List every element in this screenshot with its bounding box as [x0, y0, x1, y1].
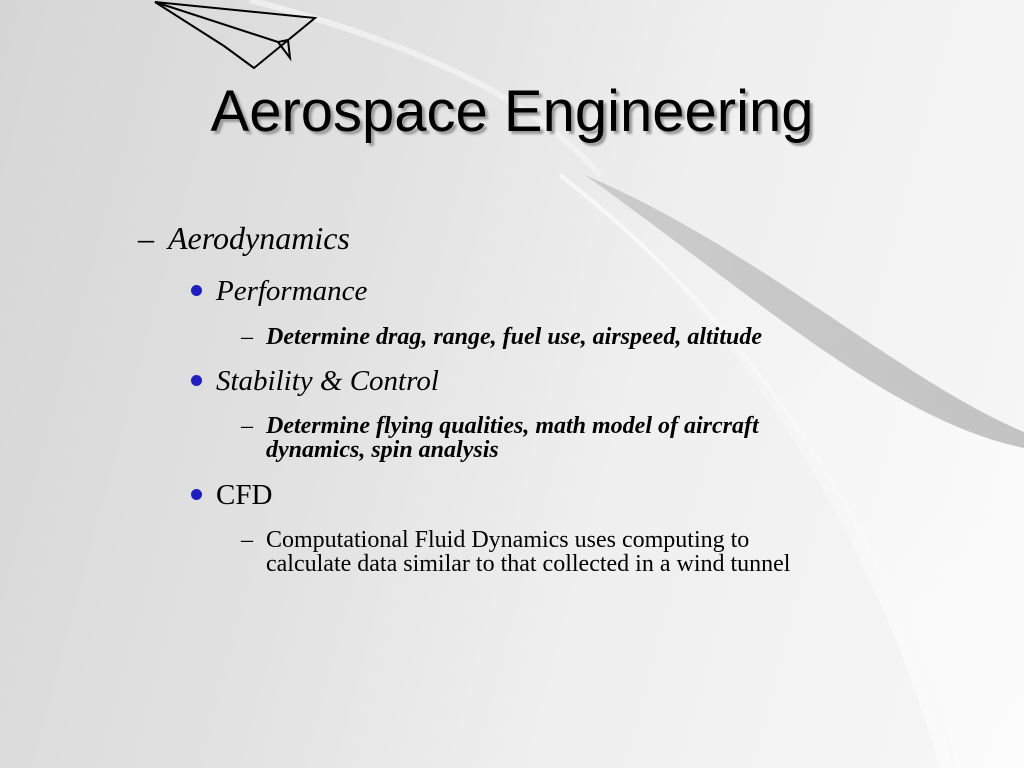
detail-text: Determine drag, range, fuel use, airspeed, altitude [266, 324, 762, 350]
paper-airplane-icon [150, 0, 320, 72]
dash-marker: – [241, 413, 253, 439]
outline-item-performance [191, 275, 367, 308]
slide-title: Aerospace Engineering [210, 79, 814, 144]
detail-text-line-1: Computational Fluid Dynamics uses computing to [266, 527, 750, 553]
outline-item-stability-control [191, 365, 439, 398]
outline-item-label: Stability & Control [216, 365, 439, 397]
dash-marker: – [241, 324, 253, 350]
detail-stability-control [241, 414, 759, 462]
dash-marker: – [241, 527, 253, 553]
detail-text-line-2: dynamics, spin analysis [266, 437, 499, 463]
detail-performance [241, 325, 762, 349]
outline-item-label: Aerodynamics [168, 220, 350, 256]
outline-item-label: CFD [216, 479, 273, 511]
bullet-dot-icon [191, 285, 202, 296]
outline-item-label: Performance [216, 275, 368, 307]
detail-text-line-1: Determine flying qualities, math model of aircraft [266, 413, 759, 439]
bullet-dot-icon [191, 489, 202, 500]
dash-marker: – [138, 220, 154, 256]
outline-item-aerodynamics [138, 220, 350, 257]
outline-item-cfd [191, 479, 272, 512]
bullet-dot-icon [191, 375, 202, 386]
detail-text-line-2: calculate data similar to that collected in a wind tunnel [266, 551, 791, 577]
detail-cfd [241, 528, 790, 576]
